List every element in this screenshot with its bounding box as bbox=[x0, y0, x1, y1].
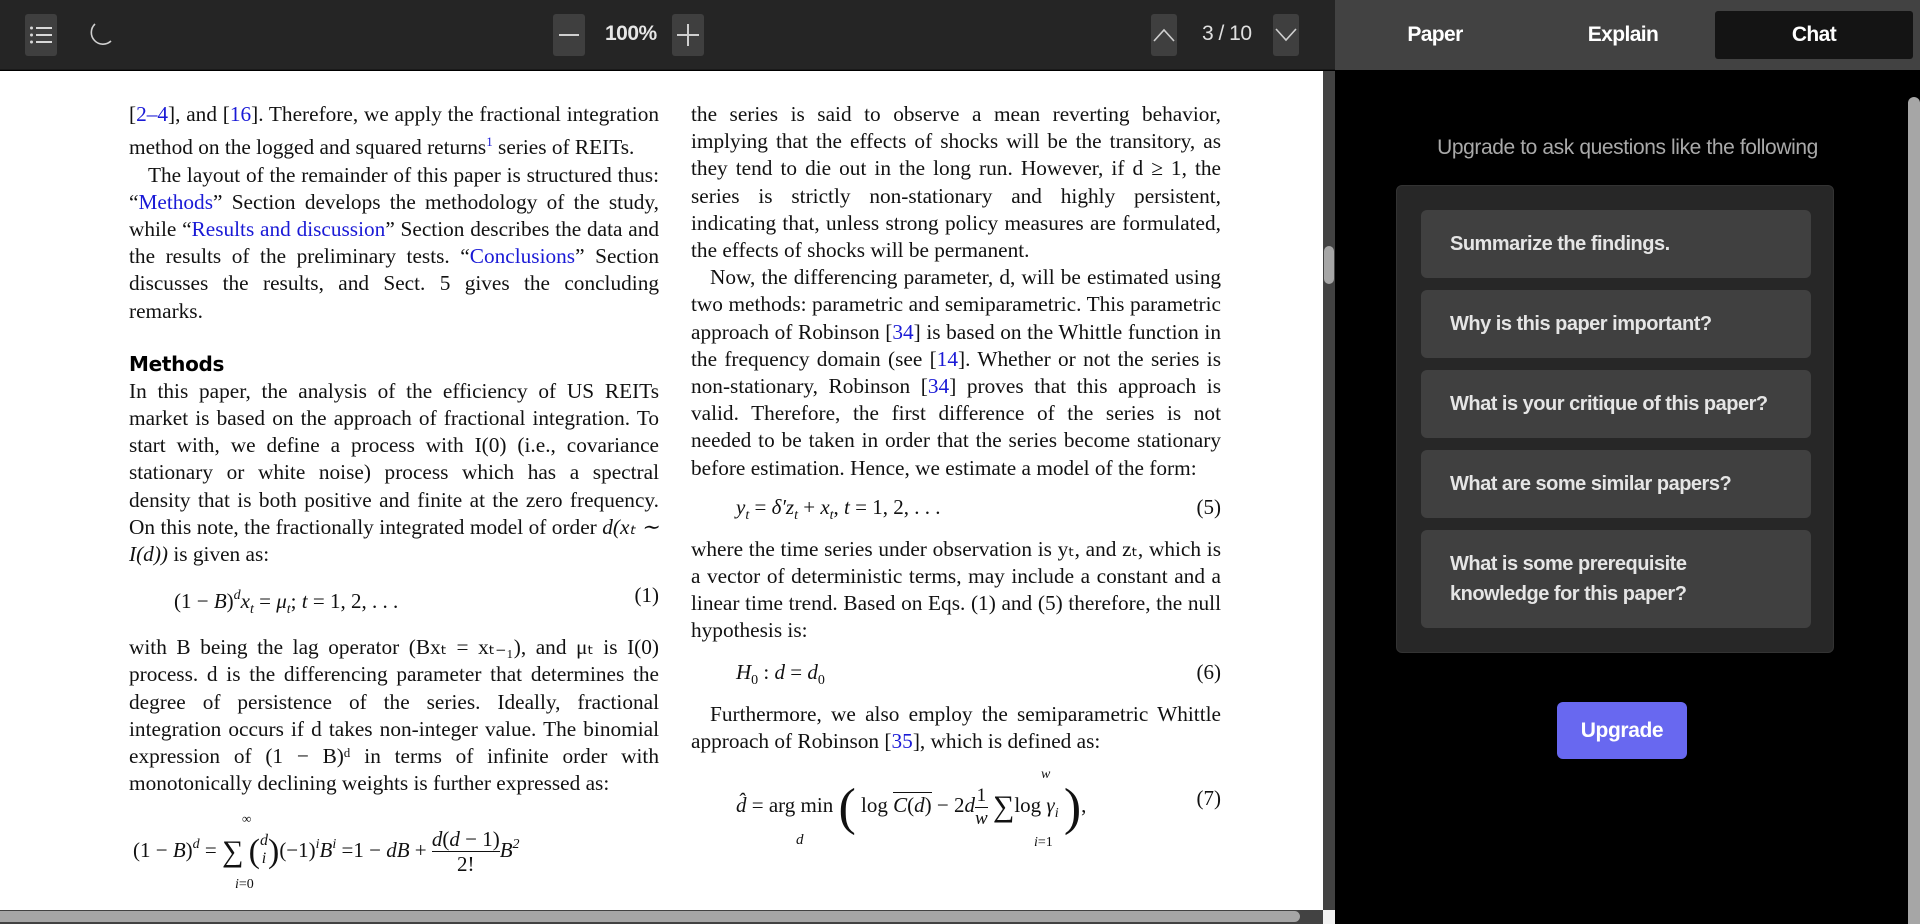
chevron-down-icon bbox=[1275, 28, 1297, 42]
equation-2: $(1 - B)^d$ = ∑ (d $i)(-1)^iB^i =1$ − dB + $\frac{d(d - 1)}{2!}$ $B^2$ ∞ i=0 bbox=[133, 811, 520, 893]
next-page-button[interactable] bbox=[1273, 14, 1299, 56]
paragraph: [2–4], and [16]. Therefore, we apply the fractional integration method on the logged and squared returns$^1$ series of REITs. bbox=[129, 102, 659, 160]
plus-icon bbox=[676, 23, 700, 47]
citation-link[interactable]: 35 bbox=[891, 728, 913, 753]
document-horizontal-scroll-thumb[interactable] bbox=[0, 911, 1300, 922]
question-similar-papers[interactable]: What are some similar papers? bbox=[1421, 450, 1811, 518]
table-of-contents-button[interactable] bbox=[25, 14, 57, 56]
citation-link[interactable]: 34 bbox=[892, 319, 914, 344]
paragraph: where the time series under observation is yₜ, and zₜ, which is a vector of deterministic terms, may include a constant and a linear time trend. Based on Eqs. (1) and (5) therefore, the null hypothesis is: bbox=[691, 536, 1221, 643]
chevron-up-icon bbox=[1153, 28, 1175, 42]
upgrade-button[interactable]: Upgrade bbox=[1557, 702, 1687, 759]
question-prerequisites[interactable]: What is some prerequisite knowledge for this paper? bbox=[1421, 530, 1811, 628]
equation-5: $y_t = \delta'z_t + x_t$, t = 1, 2, . . . (5) bbox=[736, 494, 1221, 523]
citation-link[interactable]: 34 bbox=[927, 374, 950, 399]
tab-chat[interactable]: Chat bbox=[1715, 11, 1913, 59]
citation-link[interactable]: 2–4 bbox=[136, 102, 169, 126]
page-indicator: 3 / 10 bbox=[1202, 22, 1252, 45]
equation-6: $H_0$ : $d = d_0$ (6) bbox=[736, 659, 1221, 688]
paragraph: In this paper, the analysis of the efficiency of US REITs market is based on the approach of fractional integration. To start with, we define a process with I(0) (i.e., covariance stationary or white noise) process which has a spectral density that is both positive and finite at the zero frequency. On this note, the fractionally integrated model of order d(xₜ ∼ I(d)) is given as: bbox=[129, 378, 659, 566]
equation-1: $(1 - B)^dx_t = \mu_t$; t = 1, 2, . . . (1) bbox=[174, 583, 659, 618]
scrollbar-corner bbox=[1323, 910, 1335, 924]
list-icon bbox=[29, 24, 53, 46]
paragraph: with B being the lag operator (Bxₜ = xₜ₋₁), and μₜ is I(0) process. d is the differencing parameter that determines the degree of persistence of the series. Ideally, fractional integration occurs if d takes non-integer value. The binomial expression of (1 − B)ᵈ in terms of infinite order with monotonically declining weights is further expressed as: bbox=[129, 635, 659, 796]
left-column bbox=[129, 101, 659, 893]
chat-panel bbox=[1335, 70, 1920, 924]
citation-link[interactable]: 14 bbox=[936, 346, 959, 371]
panel-tabs bbox=[1335, 0, 1920, 70]
footnote-link[interactable]: 1 bbox=[486, 134, 493, 150]
paper-page bbox=[0, 71, 1323, 910]
tab-explain[interactable]: Explain bbox=[1587, 23, 1659, 46]
zoom-out-button[interactable] bbox=[553, 14, 585, 56]
question-summarize[interactable]: Summarize the findings. bbox=[1421, 210, 1811, 278]
section-link-results[interactable]: Results and discussion bbox=[191, 216, 386, 241]
dark-mode-toggle[interactable] bbox=[84, 14, 116, 56]
previous-page-button[interactable] bbox=[1151, 14, 1177, 56]
paragraph: Now, the differencing parameter, d, will be estimated using two methods: parametric and semiparametric. This parametric approach of Robinson [34] is based on the Whittle function in the frequency domain (see [14]. Whether or not the series is non-stationary, Robinson [34] proves that this approach is valid. Therefore, the first difference of the series is not needed to be taken in order that the series become stationary before estimation. Hence, we estimate a model of the form: bbox=[691, 265, 1221, 480]
document-vertical-scroll-thumb[interactable] bbox=[1324, 246, 1334, 284]
question-critique[interactable]: What is your critique of this paper? bbox=[1421, 370, 1811, 438]
zoom-level: 100% bbox=[605, 22, 657, 45]
tab-paper[interactable]: Paper bbox=[1407, 23, 1463, 46]
citation-link[interactable]: 16 bbox=[229, 102, 252, 126]
moon-icon bbox=[87, 21, 113, 49]
right-column bbox=[691, 101, 1221, 851]
section-link-methods[interactable]: Methods bbox=[138, 189, 213, 214]
viewer-toolbar bbox=[0, 0, 1335, 70]
chat-panel-scrollbar[interactable] bbox=[1908, 97, 1920, 924]
paragraph: The layout of the remainder of this paper is structured thus: “Methods” Section develops the methodology of the study, while “Results and discussion” Section describes the data and the results of the preliminary tests. “Conclusions” Section discusses the results, and Sect. 5 gives the concluding remarks. bbox=[129, 162, 659, 323]
paragraph: Furthermore, we also employ the semiparametric Whittle approach of Robinson [35], which is defined as: bbox=[691, 701, 1221, 753]
paragraph: the series is said to observe a mean reverting behavior, implying that the effects of shocks will be the transitory, as they tend to die out in the long run. However, if d ≥ 1, the series is strictly non-stationary and highly persistent, indicating that, unless strong policy measures are formulated, the effects of shocks will be permanent. bbox=[691, 102, 1221, 263]
upgrade-prompt: Upgrade to ask questions like the following bbox=[1437, 136, 1818, 159]
equation-7: d̂ = arg min ( log C(d) − 2d $\frac{1}{w}$ ∑log $\gamma_i$ ), d w i=1 (7) bbox=[736, 767, 1221, 851]
minus-icon bbox=[558, 24, 580, 46]
document-vertical-scrollbar[interactable] bbox=[1323, 71, 1335, 910]
section-link-conclusions[interactable]: Conclusions bbox=[469, 244, 576, 269]
zoom-in-button[interactable] bbox=[672, 14, 704, 56]
question-importance[interactable]: Why is this paper important? bbox=[1421, 290, 1811, 358]
section-heading: Methods bbox=[129, 351, 225, 376]
suggested-questions bbox=[1396, 185, 1834, 653]
